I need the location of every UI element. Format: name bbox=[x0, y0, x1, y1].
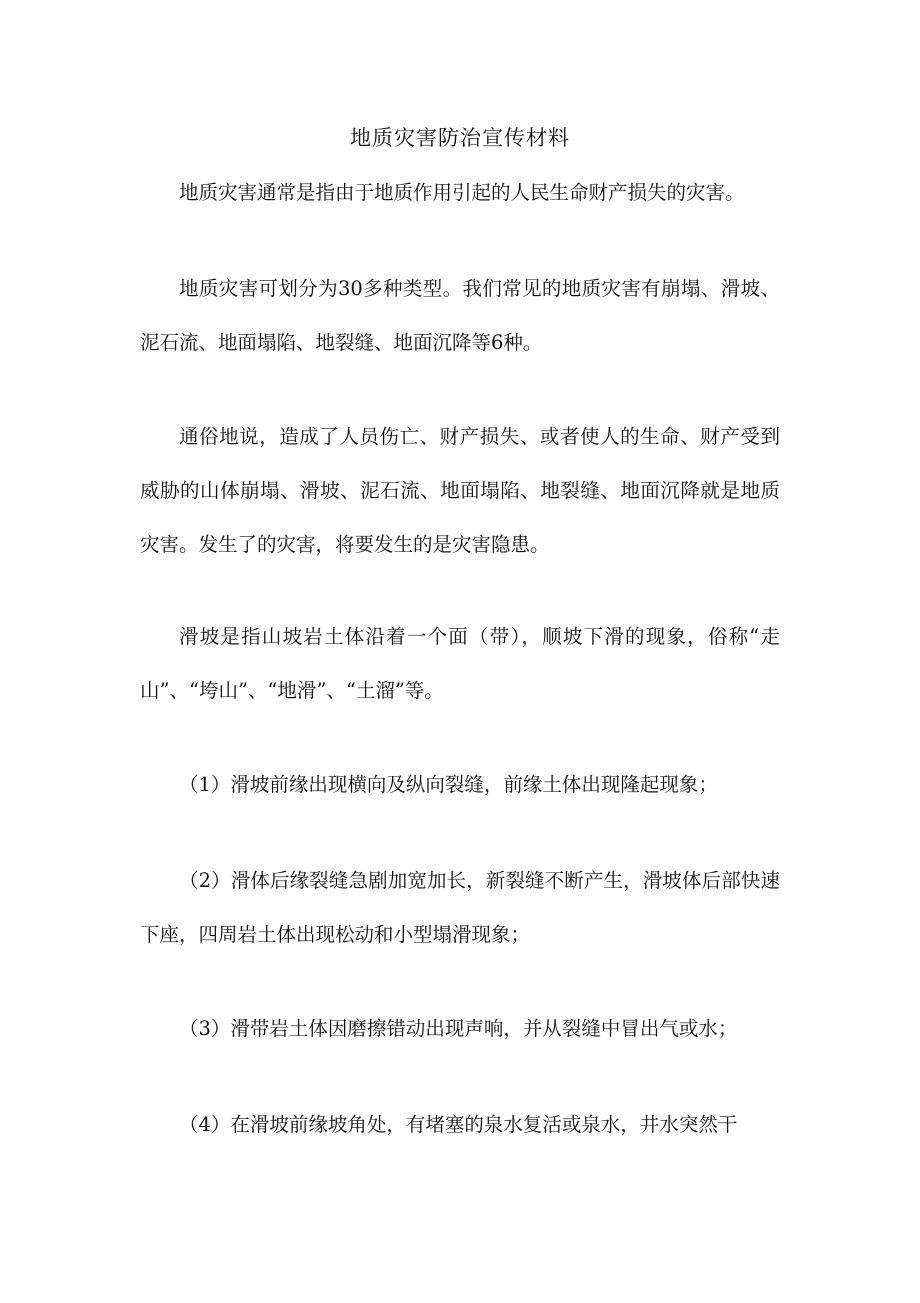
paragraph-types: 地质灾害可划分为30多种类型。我们常见的地质灾害有崩塌、滑坡、泥石流、地面塌陷、地裂缝、地面沉降等6种。 bbox=[140, 277, 780, 354]
paragraph-definition: 地质灾害通常是指由于地质作用引起的人民生命财产损失的灾害。 bbox=[179, 181, 745, 204]
paragraph-plain-explanation: 通俗地说，造成了人员伤亡、财产损失、或者使人的生命、财产受到威胁的山体崩塌、滑坡、泥石流、地面塌陷、地裂缝、地面沉降就是地质灾害。发生了的灾害，将要发生的是灾害隐患。 bbox=[140, 425, 780, 556]
document-title: 地质灾害防治宣传材料 bbox=[350, 126, 570, 150]
paragraph-sign-1: （1）滑坡前缘出现横向及纵向裂缝，前缘土体出现隆起现象； bbox=[179, 773, 718, 796]
paragraph-landslide-definition: 滑坡是指山坡岩土体沿着一个面（带），顺坡下滑的现象，俗称“走山”、“垮山”、“地滑”、“土溜”等。 bbox=[140, 625, 780, 702]
paragraph-sign-3: （3）滑带岩土体因磨擦错动出现声响，并从裂缝中冒出气或水； bbox=[179, 1017, 738, 1040]
paragraph-sign-4: （4）在滑坡前缘坡角处，有堵塞的泉水复活或泉水，井水突然干 bbox=[179, 1113, 738, 1136]
paragraph-sign-2: （2）滑体后缘裂缝急剧加宽加长，新裂缝不断产生，滑坡体后部快速下座，四周岩土体出现松动和小型塌滑现象； bbox=[140, 869, 780, 946]
